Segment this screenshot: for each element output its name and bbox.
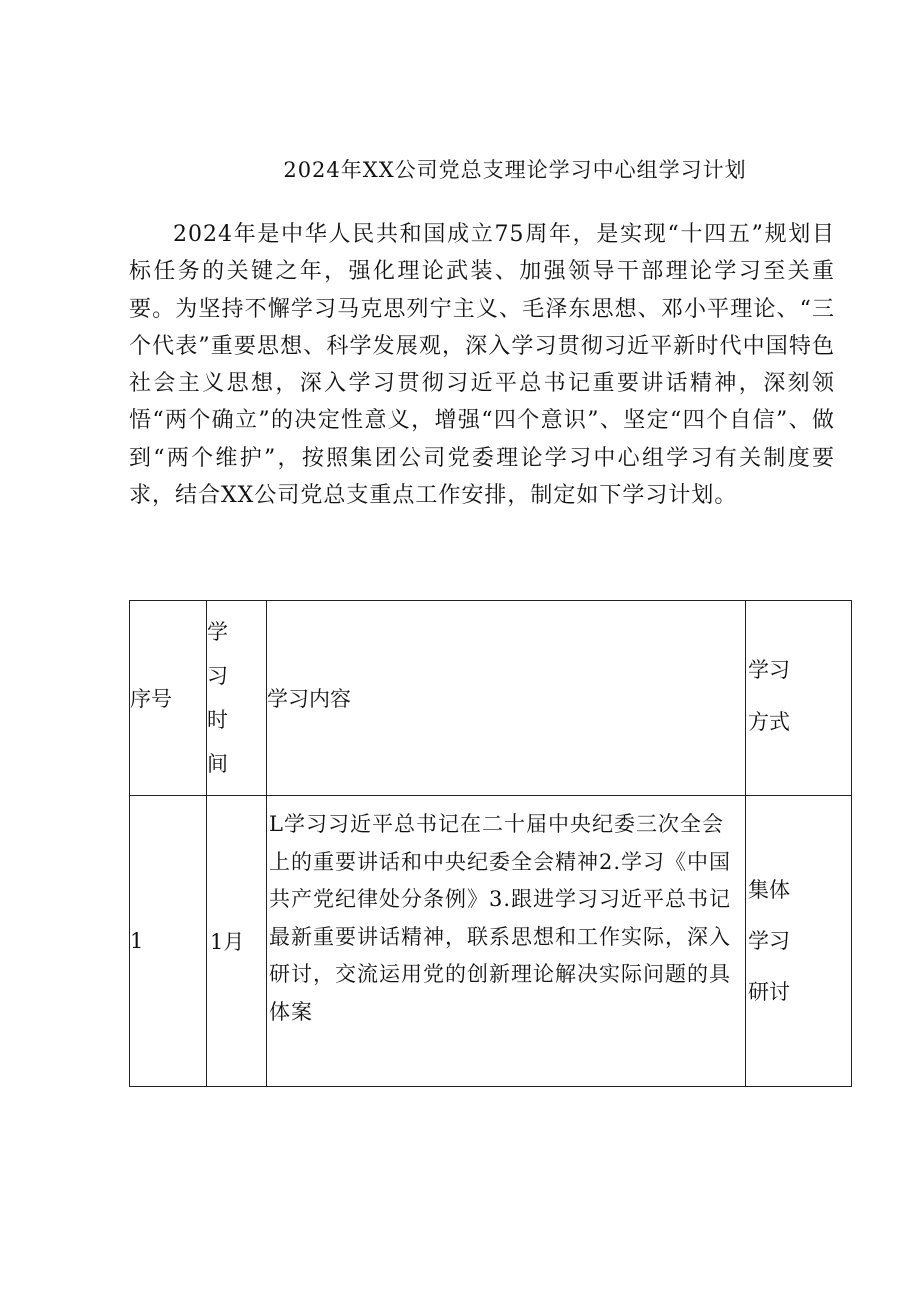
intro-paragraph: 2024年是中华人民共和国成立75周年，是实现“十四五”规划目标任务的关键之年，强化理论武装、加强领导干部理论学习至关重要。为坚持不懈学习马克思列宁主义、毛泽东思想、邓小平理论、“三个代表”重要思想、科学发展观，深入学习贯彻习近平新时代中国特色社会主义思想，深入学习贯彻习近平总书记重要讲话精神，深刻领悟“两个确立”的决定性意义，增强“四个意识”、坚定“四个自信”、做到“两个维护”，按照集团公司党委理论学习中心组学习有关制度要求，结合XX公司党总支重点工作安排，制定如下学习计划。: [129, 222, 835, 509]
row-mode-line2: 学习: [748, 928, 790, 953]
header-number: 序号: [130, 601, 207, 796]
row-mode: [746, 796, 852, 1087]
row-number: 1: [130, 796, 207, 1087]
header-mode-line2: 方式: [748, 710, 790, 734]
row-content: L学习习近平总书记在二十届中央纪委三次全会上的重要讲话和中央纪委全会精神2.学习《中国共产党纪律处分条例》3.跟进学习习近平总书记最新重要讲话精神，联系思想和工作实际，深入研讨，交流运用党的创新理论解决实际问题的具体案: [267, 796, 746, 1087]
row-mode-line1: 集体: [748, 877, 790, 902]
row-time: 1月: [207, 796, 267, 1087]
header-time: 学习时间: [207, 601, 267, 796]
table-row: [130, 796, 852, 1087]
header-mode-line1: 学习: [748, 658, 790, 682]
study-plan-table: [129, 600, 852, 1087]
document-title: 2024年XX公司党总支理论学习中心组学习计划: [283, 158, 747, 182]
header-mode: [746, 601, 852, 796]
table-header-row: [130, 601, 852, 796]
header-content: 学习内容: [267, 601, 746, 796]
row-mode-line3: 研讨: [748, 979, 790, 1004]
